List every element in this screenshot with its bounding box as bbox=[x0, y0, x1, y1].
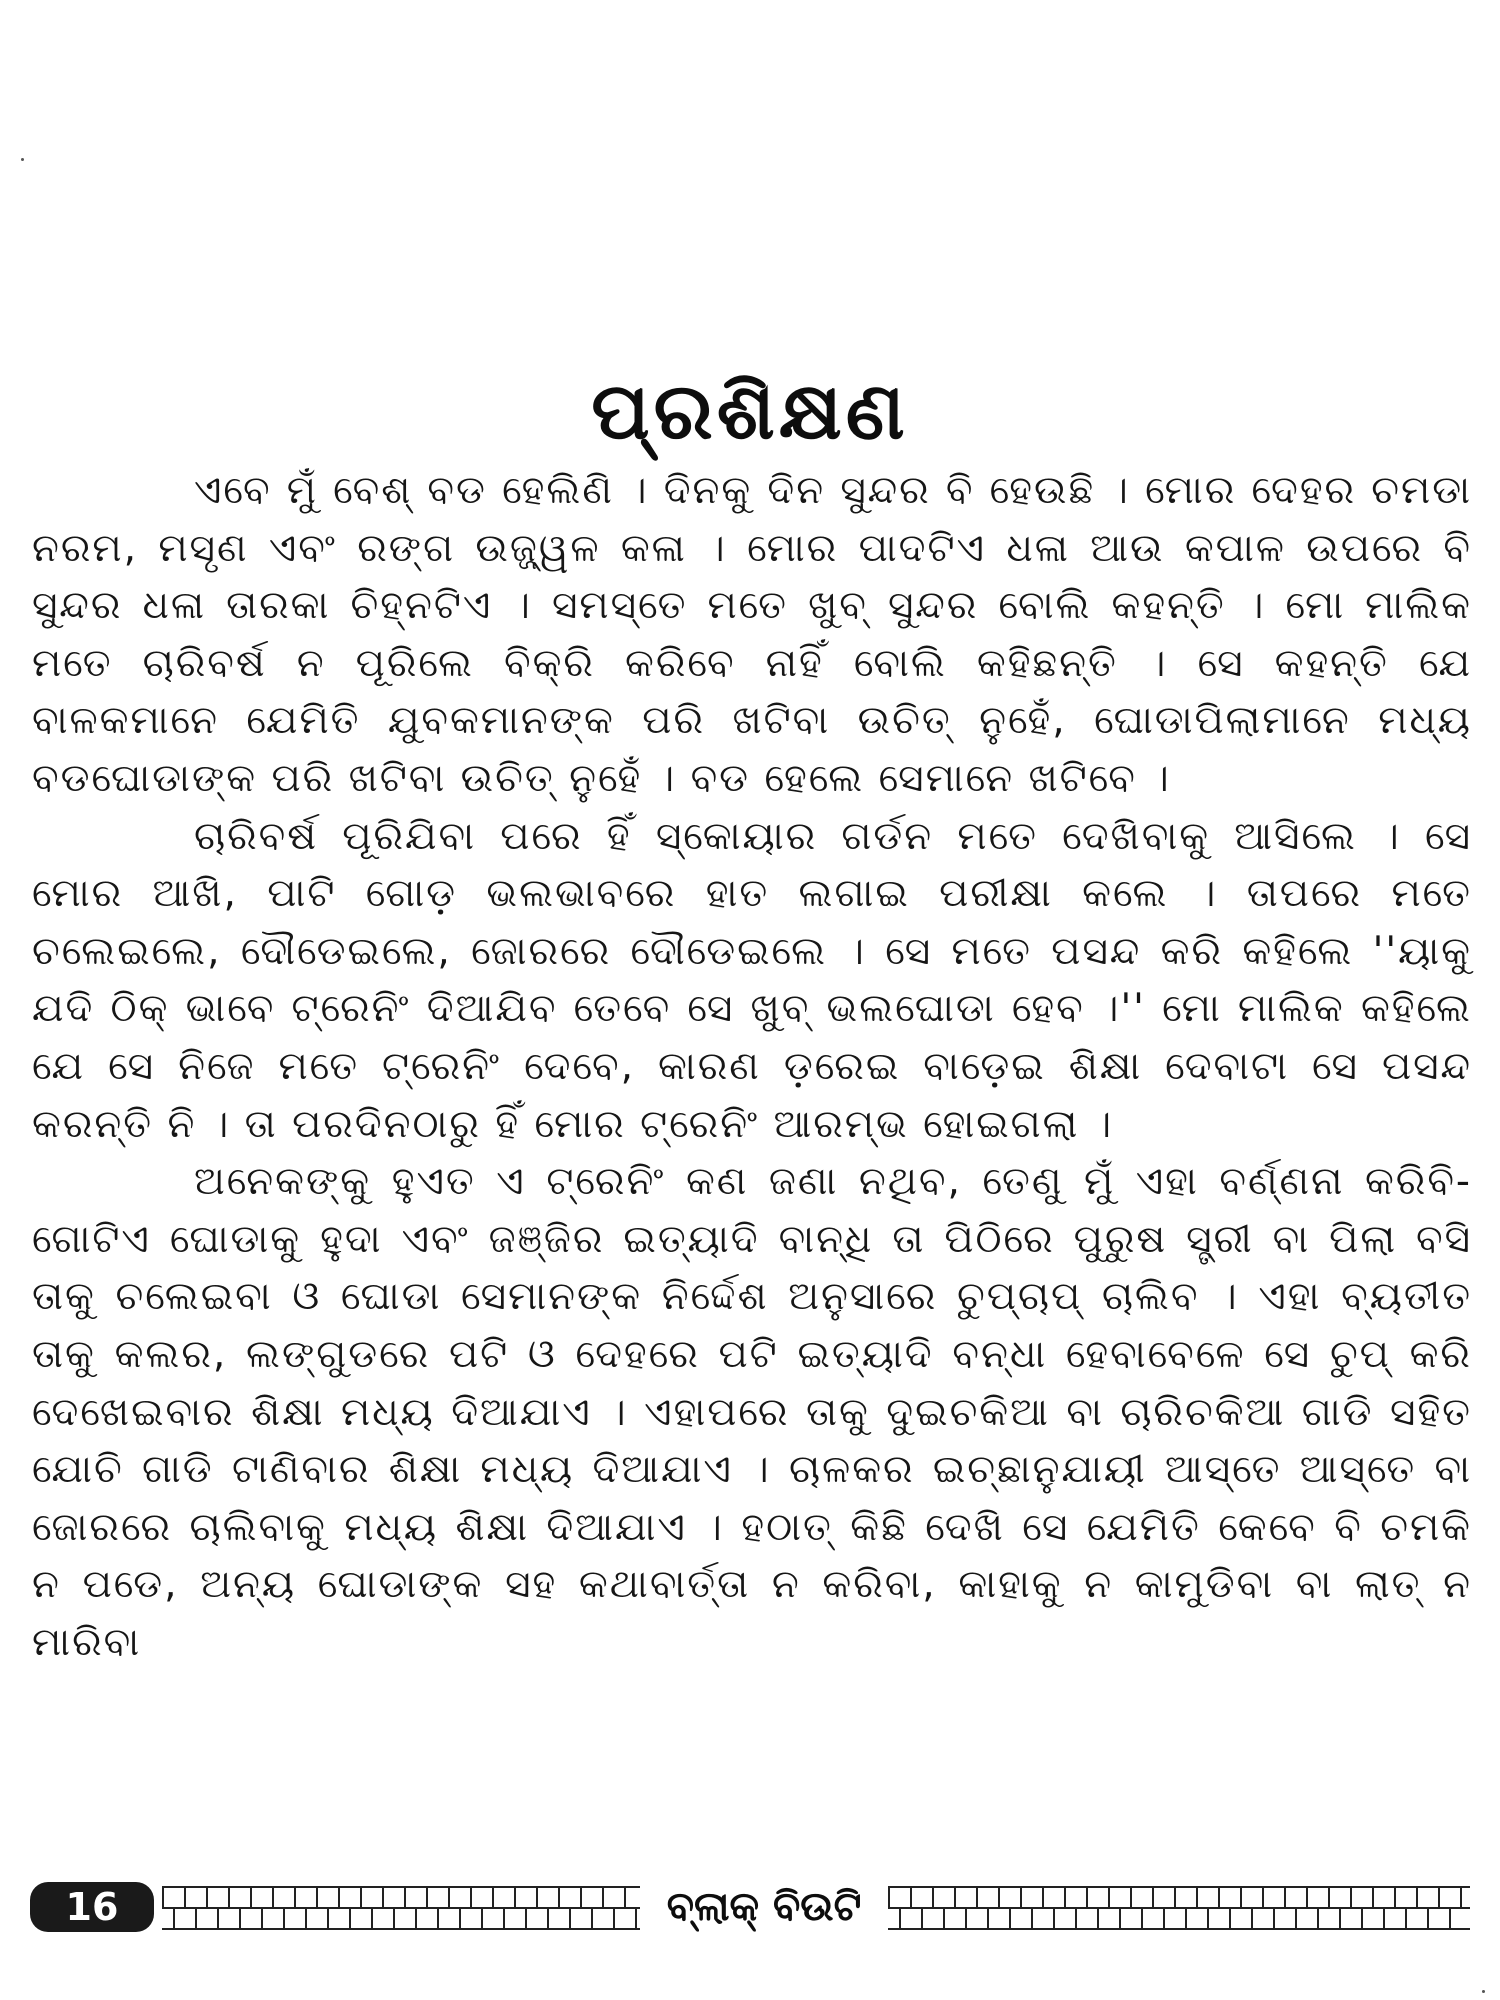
paragraph-3: ଅନେକଙ୍କୁ ହୁଏତ ଏ ଟ୍ରେନିଂ କଣ ଜଣା ନଥିବ, ତେଣୁ ମୁଁ ଏହା ବର୍ଣ୍ଣନା କରିବି- ଗୋଟିଏ ଘୋଡାକୁ ହୁଦା ଏବଂ ଜଞ୍ଜିର ଇତ୍ୟାଦି ବାନ୍ଧି ତା ପିଠିରେ ପୁରୁଷ ସ୍ତ୍ରୀ ବା ପିଲା ବସି ତାକୁ ଚଲେଇବା ଓ ଘୋଡା ସେମାନଙ୍କ ନିର୍ଦ୍ଦେଶ ଅନୁସାରେ ଚୁପ୍‌ଚାପ୍ ଚାଲିବ । ଏହା ବ୍ୟତୀତ ତାକୁ କଲର, ଲଙ୍ଗୁଡରେ ପଟି ଓ ଦେହରେ ପଟି ଇତ୍ୟାଦି ବନ୍ଧା ହେବାବେଳେ ସେ ଚୁପ୍ କରି ଦେଖେଇବାର ଶିକ୍ଷା ମଧ୍ୟ ଦିଆଯାଏ । ଏହାପରେ ତାକୁ ଦୁଇଚକିଆ ବା ଚାରିଚକିଆ ଗାଡି ସହିତ ଯୋଚି ଗାଡି ଟାଣିବାର ଶିକ୍ଷା ମଧ୍ୟ ଦିଆଯାଏ । ଚାଳକର ଇଚ୍ଛାନୁଯାୟୀ ଆସ୍ତେ ଆସ୍ତେ ବା ଜୋରରେ ଚାଲିବାକୁ ମଧ୍ୟ ଶିକ୍ଷା ଦିଆଯାଏ । ହଠାତ୍ କିଛି ଦେଖି ସେ ଯେମିତି କେବେ ବି ଚମକି ନ ପଡେ, ଅନ୍ୟ ଘୋଡାଙ୍କ ସହ କଥାବାର୍ତ୍ତା ନ କରିବା, କାହାକୁ ନ କାମୁଡିବା ବା ଲାତ୍ ନ ମାରିବା bbox=[32, 1159, 1472, 1665]
print-speck bbox=[21, 158, 24, 161]
chapter-body bbox=[32, 462, 1472, 1671]
chapter-title: ପ୍ରଶିକ୍ଷଣ bbox=[591, 367, 909, 458]
page-footer bbox=[30, 1878, 1470, 1936]
paragraph-2: ଚାରିବର୍ଷ ପୂରିଯିବା ପରେ ହିଁ ସ୍କୋୟାର ଗର୍ଡନ ମତେ ଦେଖିବାକୁ ଆସିଲେ । ସେ ମୋର ଆଖି, ପାଟି ଗୋଡ଼ ଭଲଭାବରେ ହାତ ଲଗାଇ ପରୀକ୍ଷା କଲେ । ତାପରେ ମତେ ଚଲେଇଲେ, ଦୌଡେଇଲେ, ଜୋରରେ ଦୌଡେଇଲେ । ସେ ମତେ ପସନ୍ଦ କରି କହିଲେ ''ୟାକୁ ଯଦି ଠିକ୍ ଭାବେ ଟ୍ରେନିଂ ଦିଆଯିବ ତେବେ ସେ ଖୁବ୍ ଭଲଘୋଡା ହେବ ।'' ମୋ ମାଲିକ କହିଲେ ଯେ ସେ ନିଜେ ମତେ ଟ୍ରେନିଂ ଦେବେ, କାରଣ ଡ଼ରେଇ ବାଡ଼େଇ ଶିକ୍ଷା ଦେବାଟା ସେ ପସନ୍ଦ କରନ୍ତି ନି । ତା ପରଦିନଠାରୁ ହିଁ ମୋର ଟ୍ରେନିଂ ଆରମ୍ଭ ହୋଇଗଲା । bbox=[32, 813, 1472, 1147]
print-speck bbox=[1482, 1990, 1485, 1993]
footer-brick-border-left bbox=[162, 1886, 640, 1930]
paragraph-1: ଏବେ ମୁଁ ବେଶ୍ ବଡ ହେଲିଣି । ଦିନକୁ ଦିନ ସୁନ୍ଦର ବି ହେଉଛି । ମୋର ଦେହର ଚମଡା ନରମ, ମସୃଣ ଏବଂ ରଙ୍ଗ ଉଜ୍ଜ୍ୱଳ କଳା । ମୋର ପାଦଟିଏ ଧଳା ଆଉ କପାଳ ଉପରେ ବି ସୁନ୍ଦର ଧଳା ତାରକା ଚିହ୍ନଟିଏ । ସମସ୍ତେ ମତେ ଖୁବ୍ ସୁନ୍ଦର ବୋଲି କହନ୍ତି । ମୋ ମାଲିକ ମତେ ଚାରିବର୍ଷ ନ ପୂରିଲେ ବିକ୍ରି କରିବେ ନାହିଁ ବୋଲି କହିଛନ୍ତି । ସେ କହନ୍ତି ଯେ ବାଳକମାନେ ଯେମିତି ଯୁବକମାନଙ୍କ ପରି ଖଟିବା ଉଚିତ୍ ନୁହେଁ, ଘୋଡାପିଲାମାନେ ମଧ୍ୟ ବଡଘୋଡାଙ୍କ ପରି ଖଟିବା ଉଚିତ୍ ନୁହେଁ । ବଡ ହେଲେ ସେମାନେ ଖଟିବେ । bbox=[32, 468, 1472, 801]
footer-brick-border-right bbox=[888, 1886, 1470, 1930]
page-number: 16 bbox=[30, 1882, 154, 1932]
book-title: ବ୍ଲାକ୍ ବିଉଟି bbox=[666, 1884, 862, 1930]
